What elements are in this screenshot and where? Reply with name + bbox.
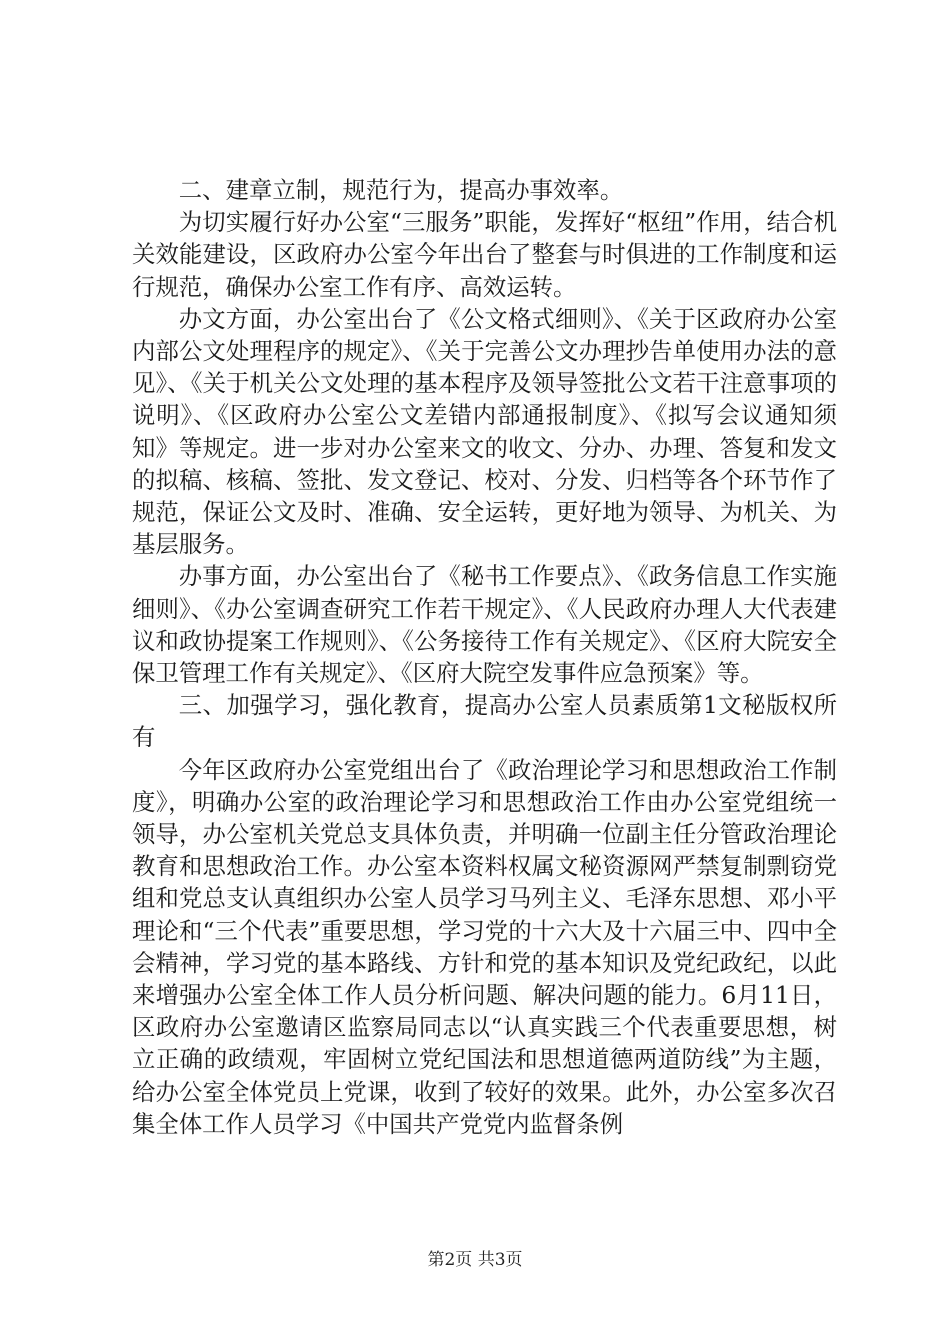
paragraph: 今年区政府办公室党组出台了《政治理论学习和思想政治工作制度》，明确办公室的政治理论学习和思想政治工作由办公室党组统一领导，办公室机关党总支具体负责，并明确一位副主任分管政治理论教育和思想政治工作。办公室本资料权属文秘资源网严禁复制剽窃党组和党总支认真组织办公室人员学习马列主义、毛泽东思想、邓小平理论和“三个代表”重要思想，学习党的十六大及十六届三中、四中全会精神，学习党的基本路线、方针和党的基本知识及党纪政纪，以此来增强办公室全体工作人员分析问题、解决问题的能力。6月11日，区政府办公室邀请区监察局同志以“认真实践三个代表重要思想，树立正确的政绩观，牢固树立党纪国法和思想道德两道防线”为主题，给办公室全体党员上党课，收到了较好的效果。此外，办公室多次召集全体工作人员学习《中国共产党党内监督条例 <box>132 755 837 1138</box>
section-heading-2: 二、建章立制，规范行为，提高办事效率。 <box>178 176 624 204</box>
paragraph: 办文方面，办公室出台了《公文格式细则》、《关于区政府办公室内部公文处理程序的规定》、《关于完善公文办理抄告单使用办法的意见》、《关于机关公文处理的基本程序及领导签批公文若干注意事项的说明》、《区政府办公室公文差错内部通报制度》、《拟写会议通知须知》等规定。进一步对办公室来文的收文、分办、办理、答复和发文的拟稿、核稿、签批、发文登记、校对、分发、归档等各个环节作了规范，保证公文及时、准确、安全运转，更好地为领导、为机关、为基层服务。 <box>132 304 837 559</box>
page-number-footer: 第2页 共3页 <box>427 1250 523 1270</box>
section-heading-3: 三、加强学习，强化教育，提高办公室人员素质第1文秘版权所有 <box>132 691 837 752</box>
paragraph: 办事方面，办公室出台了《秘书工作要点》、《政务信息工作实施细则》、《办公室调查研究工作若干规定》、《人民政府办理人大代表建议和政协提案工作规则》、《公务接待工作有关规定》、《区府大院安全保卫管理工作有关规定》、《区府大院空发事件应急预案》等。 <box>132 562 837 688</box>
document-body <box>132 174 837 1140</box>
paragraph: 为切实履行好办公室“三服务”职能，发挥好“枢纽”作用，结合机关效能建设，区政府办公室今年出台了整套与时俱进的工作制度和运行规范，确保办公室工作有序、高效运转。 <box>132 208 837 301</box>
